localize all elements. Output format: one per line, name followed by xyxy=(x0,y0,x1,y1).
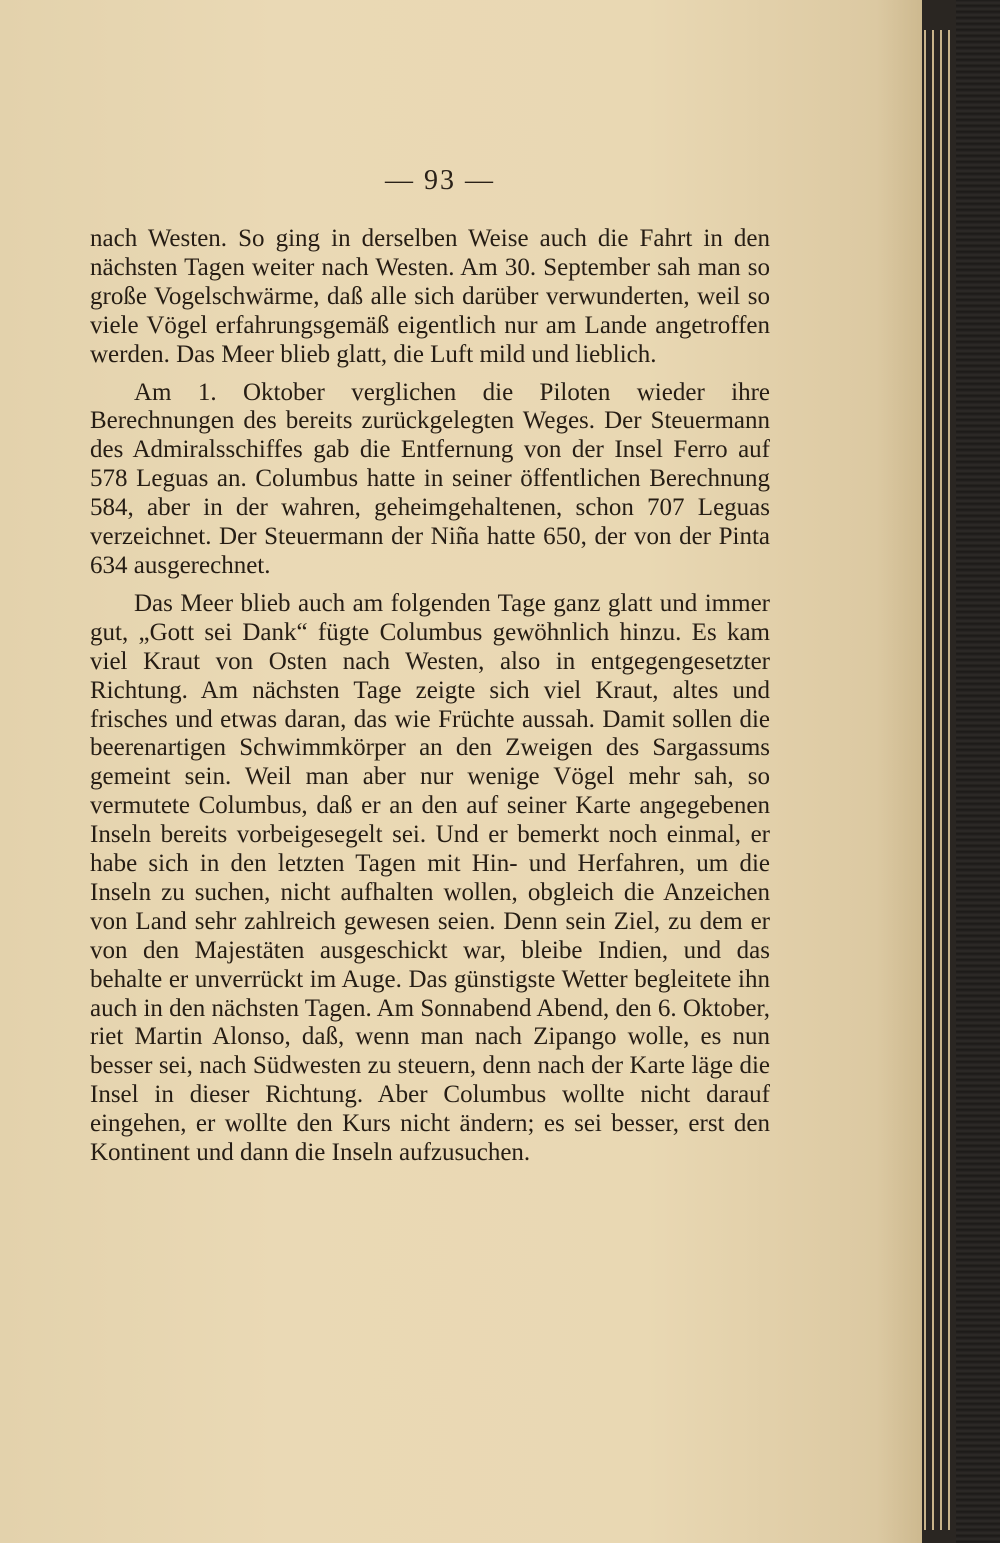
page-edge xyxy=(924,30,926,1530)
paragraph-3: Das Meer blieb auch am folgenden Tage ganz glatt und immer gut, „Gott sei Dank“ fügte Columbus gewöhnlich hinzu. Es kam viel Kraut von Osten nach Westen, also in entgegengesetzter Richtung. Am nächsten Tage zeigte sich viel Kraut, altes und frisches und etwas daran, das wie Früchte aussah. Damit sollen die beerenartigen Schwimmkörper an den Zweigen des Sargassums gemeint sein. Weil man aber nur wenige Vögel mehr sah, so vermutete Columbus, daß er an den auf seiner Karte angegebenen Inseln bereits vorbeigesegelt sei. Und er bemerkt noch einmal, er habe sich in den letzten Tagen mit Hin- und Herfahren, um die Inseln zu suchen, nicht aufhalten wollen, obgleich die Anzeichen von Land sehr zahlreich gewesen seien. Denn sein Ziel, zu dem er von den Majestäten ausgeschickt war, bleibe Indien, und das behalte er unverrückt im Auge. Das günstigste Wetter begleitete ihn auch in den nächsten Tagen. Am Sonnabend Abend, den 6. Oktober, riet Martin Alonso, daß, wenn man nach Zipango wolle, es nun besser sei, nach Südwesten zu steuern, denn nach der Karte läge die Insel in dieser Richtung. Aber Columbus wollte nicht darauf eingehen, er wollte den Kurs nicht ändern; es sei besser, erst den Kontinent und dann die Inseln aufzusuchen. xyxy=(90,589,770,1167)
page-edge xyxy=(932,30,934,1530)
page-number: — 93 — xyxy=(385,165,495,196)
paragraph-2: Am 1. Oktober verglichen die Piloten wieder ihre Berechnungen des bereits zurückgelegten Weges. Der Steuermann des Admiralsschiffes gab die Entfernung von der Insel Ferro auf 578 Leguas an. Columbus hatte in seiner öffentlichen Berechnung 584, aber in der wahren, geheimgehaltenen, schon 707 Leguas verzeichnet. Der Steuermann der Niña hatte 650, der von der Pinta 634 ausgerechnet. xyxy=(90,378,770,579)
page-edge xyxy=(948,30,950,1530)
stacked-page-edges xyxy=(922,30,956,1530)
body-text xyxy=(90,225,770,1177)
book-binding xyxy=(956,0,1000,1543)
paragraph-1: nach Westen. So ging in derselben Weise auch die Fahrt in den nächsten Tagen weiter nach Westen. Am 30. September sah man so große Vogelschwärme, daß alle sich darüber verwunderten, weil so viele Vögel erfahrungsgemäß eigentlich nur am Lande angetroffen werden. Das Meer blieb glatt, die Luft mild und lieblich. xyxy=(90,225,770,368)
page-edge xyxy=(940,30,942,1530)
